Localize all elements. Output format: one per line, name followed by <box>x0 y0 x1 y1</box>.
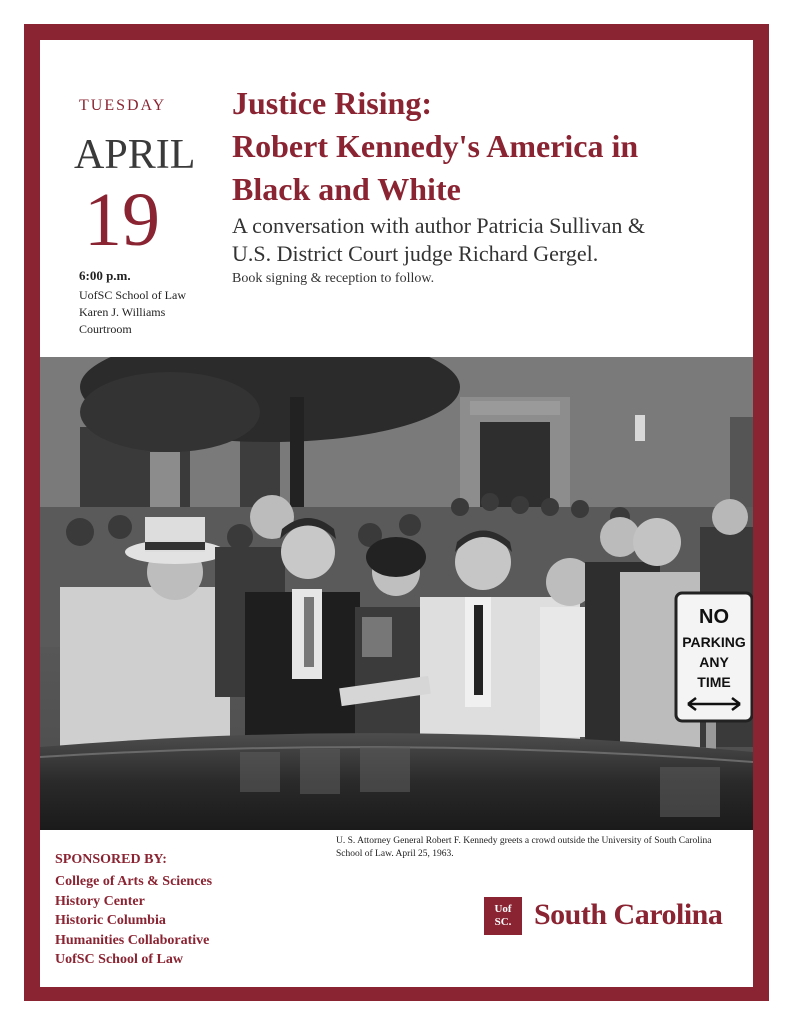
sponsor-item: UofSC School of Law <box>55 952 183 967</box>
subtitle-line: U.S. District Court judge Richard Gergel. <box>232 241 599 266</box>
sign-line: PARKING <box>682 634 746 650</box>
event-title <box>232 82 732 211</box>
sponsors-heading: SPONSORED BY: <box>55 852 167 867</box>
event-month: APRIL <box>74 132 196 178</box>
sign-line: TIME <box>697 674 731 690</box>
event-day-number: 19 <box>84 178 160 262</box>
logo-mark-top: Uof <box>494 903 512 915</box>
logo-mark-bottom: SC. <box>494 916 512 928</box>
subtitle-line: A conversation with author Patricia Sullivan & <box>232 213 646 238</box>
event-subtitle <box>232 212 732 268</box>
caption-line: School of Law. April 25, 1963. <box>336 849 454 859</box>
venue-line: Courtroom <box>79 322 132 336</box>
venue-line: UofSC School of Law <box>79 288 186 302</box>
sign-line: ANY <box>699 654 729 670</box>
title-line: Robert Kennedy's America in <box>232 128 639 164</box>
university-logo-text: South Carolina <box>534 898 723 931</box>
photo-caption <box>336 835 751 861</box>
reception-note: Book signing & reception to follow. <box>232 271 435 286</box>
sponsor-item: Historic Columbia <box>55 913 166 928</box>
caption-line: U. S. Attorney General Robert F. Kennedy greets a crowd outside the University of South Carolina <box>336 836 712 846</box>
sponsor-item: College of Arts & Sciences <box>55 874 213 889</box>
venue-line: Karen J. Williams <box>79 305 166 319</box>
sponsor-item: History Center <box>55 893 145 909</box>
sponsors-list <box>55 872 212 970</box>
sign-line: NO <box>699 606 729 628</box>
title-line: Justice Rising: <box>232 85 432 121</box>
event-time: 6:00 p.m. <box>79 268 131 283</box>
event-venue <box>79 287 209 338</box>
uofsc-logo-mark <box>484 897 522 935</box>
title-line: Black and White <box>232 171 461 207</box>
sponsor-item: Humanities Collaborative <box>55 932 210 948</box>
historic-photo <box>40 357 753 830</box>
event-day-of-week: TUESDAY <box>79 97 167 114</box>
